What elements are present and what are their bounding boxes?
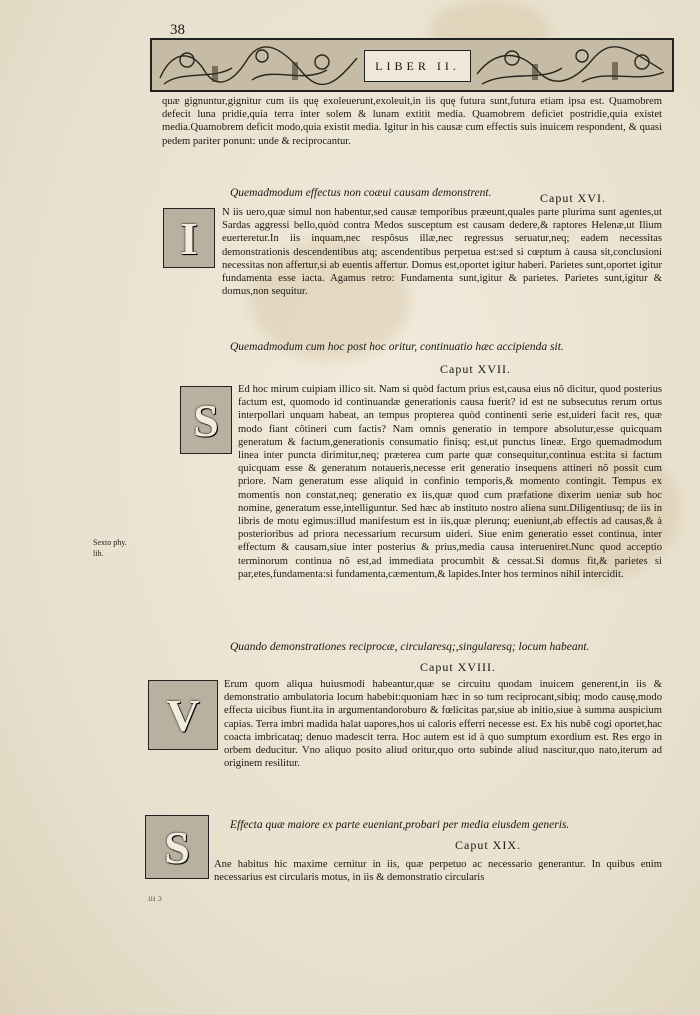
chapter-heading: Quemadmodum effectus non coæui causam demonstrent. [230,187,492,199]
decorated-initial: I [163,208,215,268]
woodcut-header [150,38,674,92]
chapter-number: Caput XVI. [540,191,606,205]
chapter-number: Caput XVII. [440,362,511,376]
paragraph: Ane habitus hic maxime cernitur in iis, quæ perpetuo ac necessario generantur. In quibus enim necessarius est circularis motus, in iis & demonstratio circularis [214,859,662,884]
chapter-heading: Quando demonstrationes reciprocæ, circularesq;,singularesq; locum habeant. [230,641,590,653]
chapter-heading: Quemadmodum cum hoc post hoc oritur, continuatio hæc accipienda sit. [230,341,564,353]
paragraph-continued [162,272,662,325]
running-head: LIBER II. [364,50,471,82]
decorated-initial: V [148,680,218,750]
chapter-number: Caput XIX. [455,838,521,852]
footer-mark: ııı ɔ [148,893,162,903]
chapter-number: Caput XVIII. [420,660,496,674]
decorated-initial: S [180,386,232,454]
chapter-heading: Effecta quæ maiore ex parte eueniant,probari per media eiusdem generis. [230,819,570,831]
paragraph: N iis uero,quæ simul non habentur,sed causæ temporibus præeunt,quales parte plurima sunt agentes,ut Sardas aggressi bello,quòd contra Medos susceptum est causam dedere,& raptores Helenæ,ut Ilium euerteretur.In iis inquam,nec respõsus illæ,nec regressus seruatur,neq; eadem necessitas demonstrationis descendentibus atq; ascendentibus perpetua est:sed si cœptum à causa sit,conclusioni necessitas non affertur,si ab euentis affertur. Domus est,oportet igitur haberi. Parietes sunt,oportet igitur fundamenta esse iacta. Agamus retro: Fundamenta sunt,igitur & parietes. Parietes sunt,igitur & domus,non sequitur. [222,207,662,298]
paragraph: Erum quom aliqua huiusmodi habeantur,quæ se circuitu quodam inuicem generent,in iis & demonstratio ambulatoria locum habebit:quoniam hæc in so tum reciprocant,sibiq; modo causę,modo effecta uicibus fiunt.ita in argumentandoroburo & fœlicitas par,siue ab initio,siue à summa auspicium capias. Terra imbri madida halat uapores,hos ui caloris efferri necesse est. Ex his nubě cogi oportet,hac coacta imbricataq; denuo madescit terra. Hoc autem est id à quo sumptum exordium est. Res ergo in orbem deducitur. Vno aliquo posito aliud oritur,quo orto subinde aliud nascitur,quo nato,iterum ad originem resilitur. [224,679,662,770]
page-number: 38 [170,22,185,38]
paragraph: Ed hoc mirum cuipiam illico sit. Nam si quòd factum prius est,causa eius nõ dicitur, quod posterius factum est, quomodo id continuandæ generationis causa fuerit? id est ne subsecutus rerum ortus interpollari unquam habeat, an tempus propterea quòd continenti serie est,uideri facit res, quæ modo fiant cõtineri cum factis? Nam omnis generatio in tempore absolutur,esse quicquam generatum & factum,generationis consumatio finisq; est,ut punctus lineæ. Ergo quemadmodum linea inter puncta dirimitur,neq; præterea cum parte quæ consequitur,continua est:ita si factum quicquam esse & generatum notaueris,necesse erit generatio insequens attineri nõ possit cum priore. Nam generatum esse aliquid in confinio temporis,& momento contingit. Tempus ex momentis non constat,neq; generatio ex iis,quæ quod cum præfatione dixerim ueniæ sub hoc nomine, generatum esse,intelliguntur. Sed hæc ab instituto nostro aliena sunt.Diligentiusq; de iis in libris de motu egimus:illud manifestum est in iis,quæ plerunq; eueniunt,ab effectis ad causas,& à posterioribus ad priora necessarium recursum uideri. Siue enim generatio esset continua, inter effectum & causam,siue inter posterius & prius,media causa interueniret.Nunc quod acceptio terminorum continua nõ est,ad immediata procumbit & cessat.Si domus fit,& parietes si par,etes,fundamenta:si fundamenta,cæmentum,& lapides.Inter hos terminos nihil intercidit. [238,384,662,580]
paragraph: quæ gignuntur,gignitur cum iis quę exoleuerunt,exoleuit,in iis quę futura sunt,futura etiam ipsa est. Quamobrem defecit luna pridie,quia terra inter solem & lunam extitit media. Quamobrem deficiet postridie,quia existet media.Quamobrem deficit modo,quia existit media. Igitur in his causæ cum effectis suis inuicem respondent, & quasi pedem pariter ponunt: unde & reciprocantur. [162,96,662,147]
decorated-initial: S [145,815,209,879]
margin-note: Sexto phy. lib. [93,538,127,558]
